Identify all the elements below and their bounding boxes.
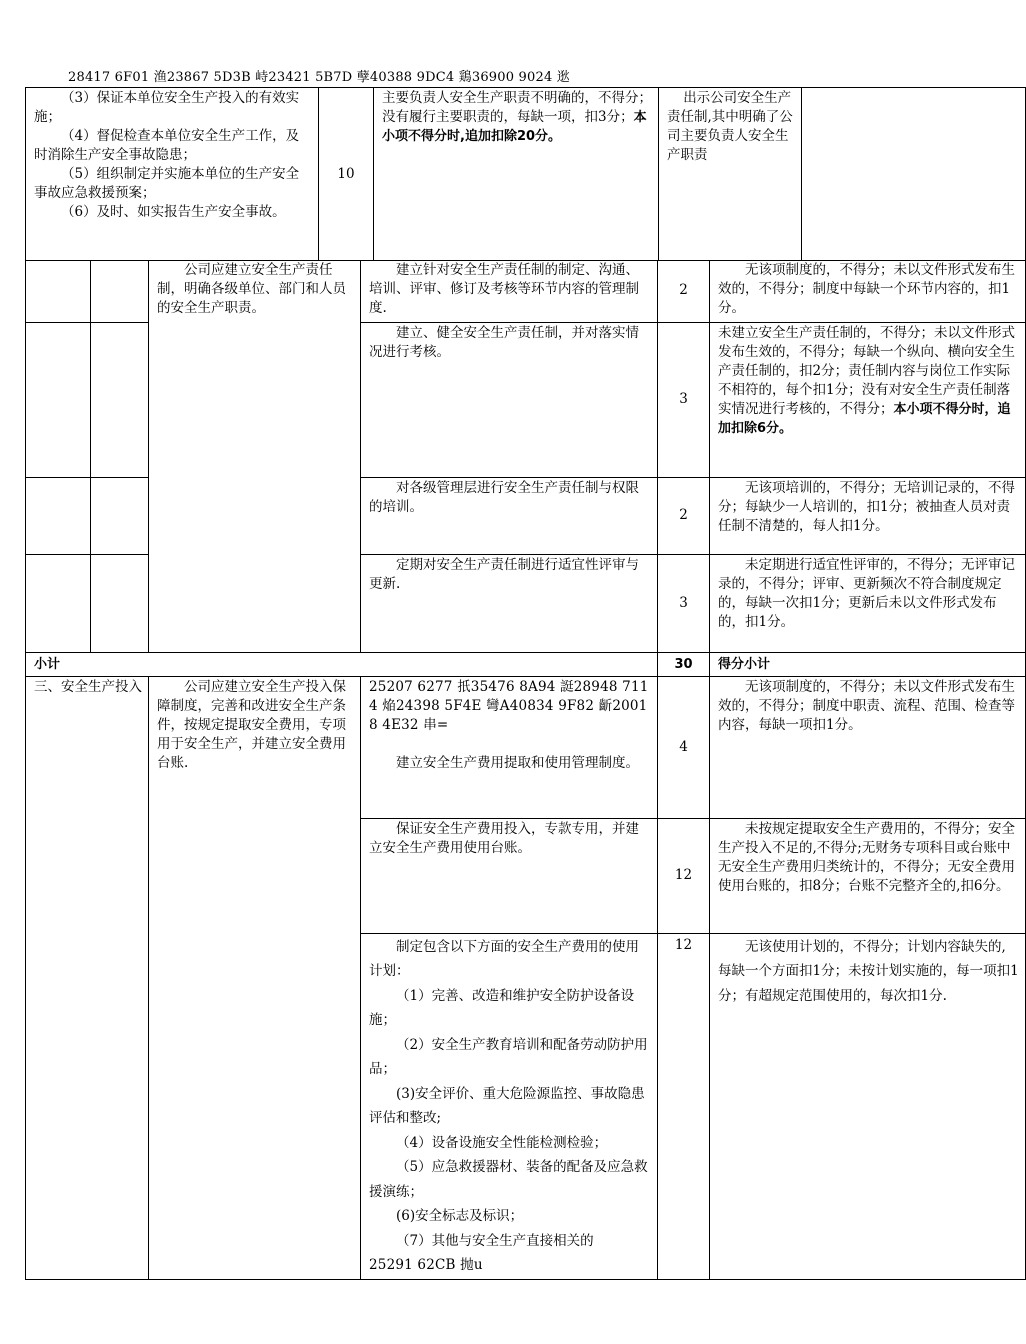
category-cell xyxy=(26,676,149,1279)
duty-item: （5）组织制定并实施本单位的生产安全事故应急救援预案； xyxy=(34,166,300,201)
content-text: 对各级管理层进行安全生产责任制与权限的培训。 xyxy=(369,479,639,515)
content-text: 建立安全生产费用提取和使用管理制度。 xyxy=(396,754,639,771)
category-label: 三、安全生产投入 xyxy=(34,678,142,695)
duty-item: （6）及时、如实报告生产安全事故。 xyxy=(61,204,286,220)
method-cell xyxy=(710,676,1026,818)
score-cell: 10 xyxy=(319,88,374,261)
category-cell xyxy=(26,322,91,477)
score-cell: 2 xyxy=(658,260,710,322)
plan-item: (6)安全标志及标识； xyxy=(396,1208,524,1224)
content-cell xyxy=(361,322,658,477)
category-cell xyxy=(26,554,91,652)
score-cell: 2 xyxy=(658,477,710,554)
garbled-text: 25291 62CB 抛u xyxy=(369,1257,483,1273)
plan-item: （4）设备设施安全性能检测检验； xyxy=(396,1134,608,1151)
garbled-header-line: 28417 6F01 渔23867 5D3B 峙23421 5B7D 孽40388 9DC4 鶏36900 9024 逖 xyxy=(68,70,570,85)
method-cell xyxy=(710,477,1026,554)
garbled-text: 25207 6277 扺35476 8A94 誔28948 7114 焔24398 5F4E 彎A40834 9F82 齗20018 4E32 串= xyxy=(369,678,649,733)
subcategory-cell xyxy=(91,322,149,477)
method-cell xyxy=(710,933,1026,1279)
method-cell xyxy=(710,554,1026,652)
content-text: 保证安全生产费用投入，专款专用，并建立安全生产费用使用台账。 xyxy=(369,820,639,856)
method-text: 未定期进行适宜性评审的，不得分；无评审记录的，不得分；评审、更新频次不符合制度规定的，每缺一次扣1分；更新后未以文件形式发布的，扣1分。 xyxy=(718,556,1015,630)
main-evaluation-table xyxy=(25,260,1026,1280)
score-cell: 3 xyxy=(658,322,710,477)
category-cell xyxy=(26,260,91,322)
method-text: 无该项制度的，不得分；未以文件形式发布生效的，不得分；制度中职责、流程、范围、检查等内容，每缺一项扣1分。 xyxy=(718,678,1015,733)
method-text: 主要负责人安全生产职责不明确的，不得分；没有履行主要职责的，每缺一项，扣3分； xyxy=(382,90,652,125)
score-cell: 12 xyxy=(658,818,710,933)
score-cell: 3 xyxy=(658,554,710,652)
method-text: 无该项制度的，不得分；未以文件形式发布生效的，不得分；制度中每缺一个环节内容的，扣1分。 xyxy=(718,262,1015,316)
method-text: 无该使用计划的，不得分；计划内容缺失的,每缺一个方面扣1分；未按计划实施的，每一项扣1分；有超规定范围使用的，每次扣1分. xyxy=(718,938,1019,1004)
subtotal-score-label: 得分小计 xyxy=(710,652,1026,676)
score-cell: 12 xyxy=(658,933,710,1279)
method-text: 未建立安全生产责任制的，不得分；未以文件形式发布生效的，不得分；每缺一个纵向、横向安全生产责任制的，扣2分；责任制内容与岗位工作实际不相符的，每个扣1分；没有对安全生产责任制落实情况进行考核的，不得分； xyxy=(718,324,1015,417)
investment-requirement-cell xyxy=(149,676,361,1279)
content-cell xyxy=(361,676,658,818)
evidence-cell xyxy=(659,88,802,261)
subcategory-cell xyxy=(91,554,149,652)
plan-item: （1）完善、改造和维护安全防护设备设施； xyxy=(369,987,635,1028)
content-text: 建立、健全安全生产责任制，并对落实情况进行考核。 xyxy=(369,324,639,360)
duty-item: （4）督促检查本单位安全生产工作，及时消除生产安全事故隐患； xyxy=(34,128,300,163)
requirement-text: 公司应建立安全生产投入保障制度，完善和改进安全生产条件，按规定提取安全费用，专项用于安全生产，并建立安全费用台账. xyxy=(157,678,346,771)
responsibility-requirement-cell xyxy=(149,260,361,652)
evidence-text: 出示公司安全生产责任制,其中明确了公司主要负责人安全生产职责 xyxy=(667,90,793,163)
subcategory-cell xyxy=(91,260,149,322)
method-text: 无该项培训的，不得分；无培训记录的，不得分；每缺少一人培训的，扣1分；被抽查人员对责任制不清楚的，每人扣1分。 xyxy=(718,479,1015,534)
category-cell xyxy=(26,477,91,554)
plan-content-cell xyxy=(361,933,658,1279)
top-continuation-table xyxy=(25,87,1026,261)
method-cell xyxy=(710,322,1026,477)
method-cell xyxy=(710,818,1026,933)
plan-item: （2）安全生产教育培训和配备劳动防护用品； xyxy=(369,1036,648,1077)
content-text: 建立针对安全生产责任制的制定、沟通、培训、评审、修订及考核等环节内容的管理制度. xyxy=(369,262,639,316)
method-text: 未按规定提取安全生产费用的，不得分；安全生产投入不足的,不得分;无财务专项科目或台账中无安全生产费用归类统计的，不得分；无安全费用使用台账的，扣8分；台账不完整齐全的,扣6分。 xyxy=(718,820,1015,894)
method-cell xyxy=(710,260,1026,322)
method-bold-text: 本小项不得分时,追加扣除20分。 xyxy=(382,110,647,144)
subtotal-label: 小计 xyxy=(26,652,658,676)
content-cell xyxy=(361,260,658,322)
plan-intro: 制定包含以下方面的安全生产费用的使用计划： xyxy=(369,938,639,979)
method-cell xyxy=(374,88,659,261)
plan-item: (3)安全评价、重大危险源监控、事故隐患评估和整改; xyxy=(369,1085,645,1126)
empty-result-cell xyxy=(802,88,1026,261)
duties-list-cell xyxy=(26,88,319,261)
duty-item: （3）保证本单位安全生产投入的有效实施； xyxy=(34,90,300,125)
content-cell xyxy=(361,818,658,933)
plan-item: （7）其他与安全生产直接相关的 xyxy=(396,1232,594,1249)
method-bold-text: 本小项不得分时，追加扣除6分。 xyxy=(718,401,1011,436)
content-text: 定期对安全生产责任制进行适宜性评审与更新. xyxy=(369,556,639,592)
score-cell: 4 xyxy=(658,676,710,818)
requirement-text: 公司应建立安全生产责任制，明确各级单位、部门和人员的安全生产职责。 xyxy=(157,262,346,316)
content-cell xyxy=(361,477,658,554)
plan-item: （5）应急救援器材、装备的配备及应急救援演练； xyxy=(369,1159,648,1200)
content-cell xyxy=(361,554,658,652)
subcategory-cell xyxy=(91,477,149,554)
subtotal-score: 30 xyxy=(658,652,710,676)
